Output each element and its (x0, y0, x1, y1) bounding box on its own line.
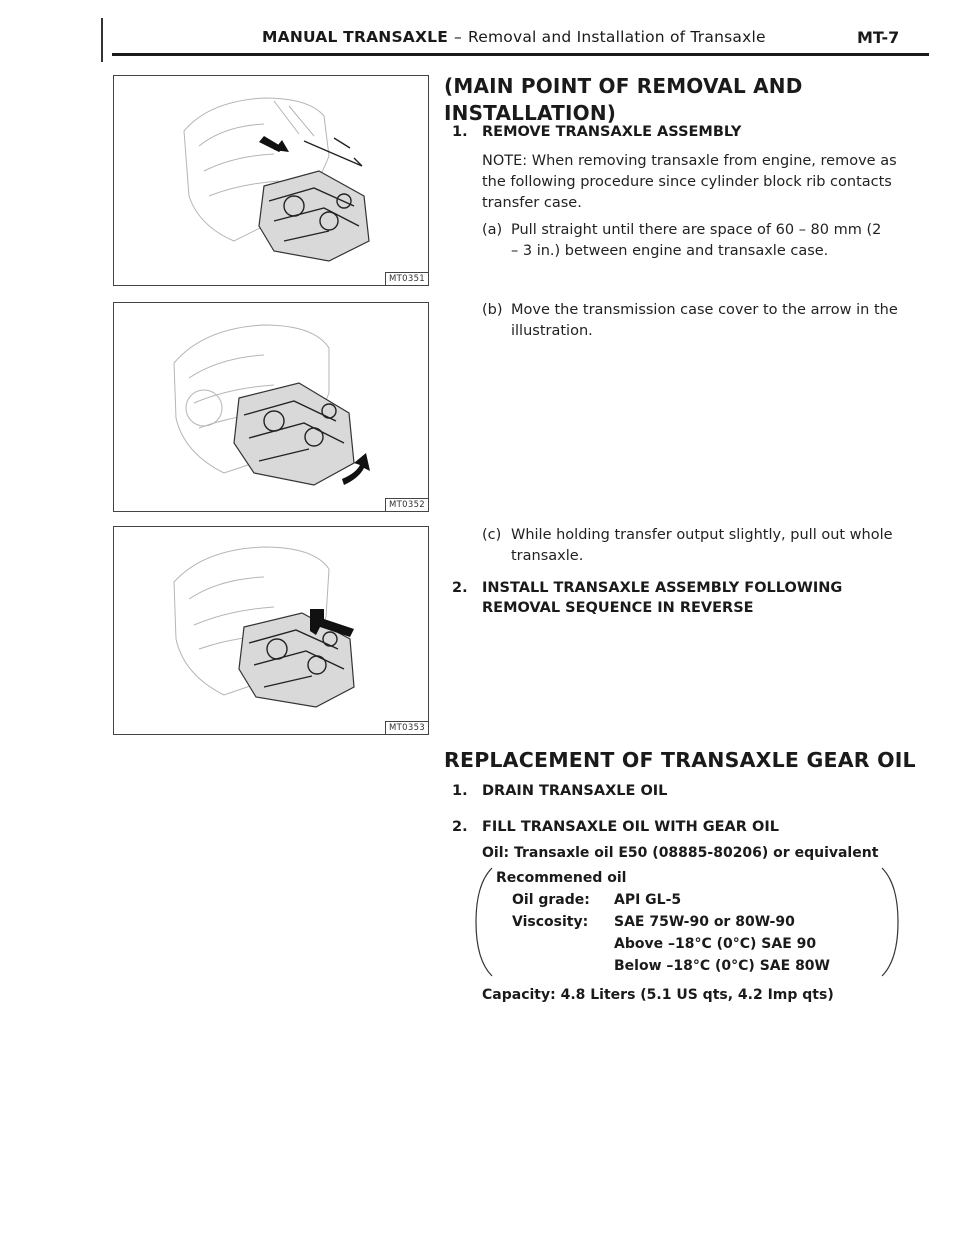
page-number: MT-7 (857, 28, 900, 47)
section-title: MANUAL TRANSAXLE (262, 28, 449, 46)
header-dash: – (454, 28, 462, 46)
step-title: REMOVAL SEQUENCE IN REVERSE (482, 600, 754, 616)
figure-code: MT0351 (385, 272, 428, 285)
substep-label: (a) (482, 222, 503, 238)
text-line: NOTE: When removing transaxle from engine, remove as (482, 153, 897, 169)
text-line: Move the transmission case cover to the arrow in the (511, 302, 898, 318)
figure-code: MT0352 (385, 498, 428, 511)
substep-c (482, 525, 912, 569)
margin-bar (101, 18, 103, 62)
header-rule (112, 53, 929, 56)
step-title: INSTALL TRANSAXLE ASSEMBLY FOLLOWING (482, 580, 843, 596)
oil-spec: Oil: Transaxle oil E50 (08885-80206) or equivalent (482, 845, 879, 861)
step-number: 1. (452, 783, 468, 799)
step-number: 2. (452, 819, 468, 835)
text-line: – 3 in.) between engine and transaxle case. (511, 243, 829, 259)
page-header (262, 28, 766, 46)
heading-gear-oil-replacement: REPLACEMENT OF TRANSAXLE GEAR OIL (444, 748, 916, 772)
figure-case-cover-move (113, 302, 429, 512)
step-number: 2. (452, 580, 468, 596)
text-line: the following procedure since cylinder block rib contacts (482, 174, 892, 190)
substep-a (482, 220, 912, 264)
substep-b (482, 300, 912, 344)
oil-capacity: Capacity: 4.8 Liters (5.1 US qts, 4.2 Imp qts) (482, 987, 834, 1003)
step-install-transaxle (452, 580, 912, 624)
oil-grade-label: Oil grade: (512, 892, 590, 908)
recommended-oil-label: Recommened oil (496, 870, 627, 886)
step-title: REMOVE TRANSAXLE ASSEMBLY (482, 124, 742, 140)
illustration-engine-transaxle-2 (114, 303, 428, 511)
step-fill-oil (452, 819, 852, 839)
heading-line: INSTALLATION) (444, 101, 617, 125)
step-number: 1. (452, 124, 468, 140)
substep-label: (c) (482, 527, 502, 543)
viscosity-value: SAE 75W-90 or 80W-90 (614, 914, 795, 930)
text-line: transaxle. (511, 548, 584, 564)
section-subtitle: Removal and Installation of Transaxle (467, 28, 766, 46)
text-line: illustration. (511, 323, 593, 339)
step-title: FILL TRANSAXLE OIL WITH GEAR OIL (482, 819, 779, 835)
figure-pull-out-transaxle (113, 526, 429, 735)
viscosity-above: Above –18°C (0°C) SAE 90 (614, 936, 817, 952)
heading-line: (MAIN POINT OF REMOVAL AND (444, 74, 803, 98)
substep-label: (b) (482, 302, 503, 318)
heading-main-point (444, 73, 803, 127)
illustration-engine-transaxle-1 (114, 76, 428, 285)
viscosity-label: Viscosity: (512, 914, 589, 930)
step-drain-oil (452, 783, 852, 803)
oil-grade-value: API GL-5 (614, 892, 682, 908)
note-cylinder-rib (482, 151, 897, 214)
illustration-engine-transaxle-3 (114, 527, 428, 734)
text-line: Pull straight until there are space of 60 – 80 mm (2 (511, 222, 882, 238)
text-line: While holding transfer output slightly, pull out whole (511, 527, 893, 543)
figure-code: MT0353 (385, 721, 428, 734)
step-title: DRAIN TRANSAXLE OIL (482, 783, 668, 799)
step-remove-transaxle (452, 124, 912, 144)
figure-transaxle-separation (113, 75, 429, 286)
viscosity-below: Below –18°C (0°C) SAE 80W (614, 958, 830, 974)
text-line: transfer case. (482, 195, 582, 211)
